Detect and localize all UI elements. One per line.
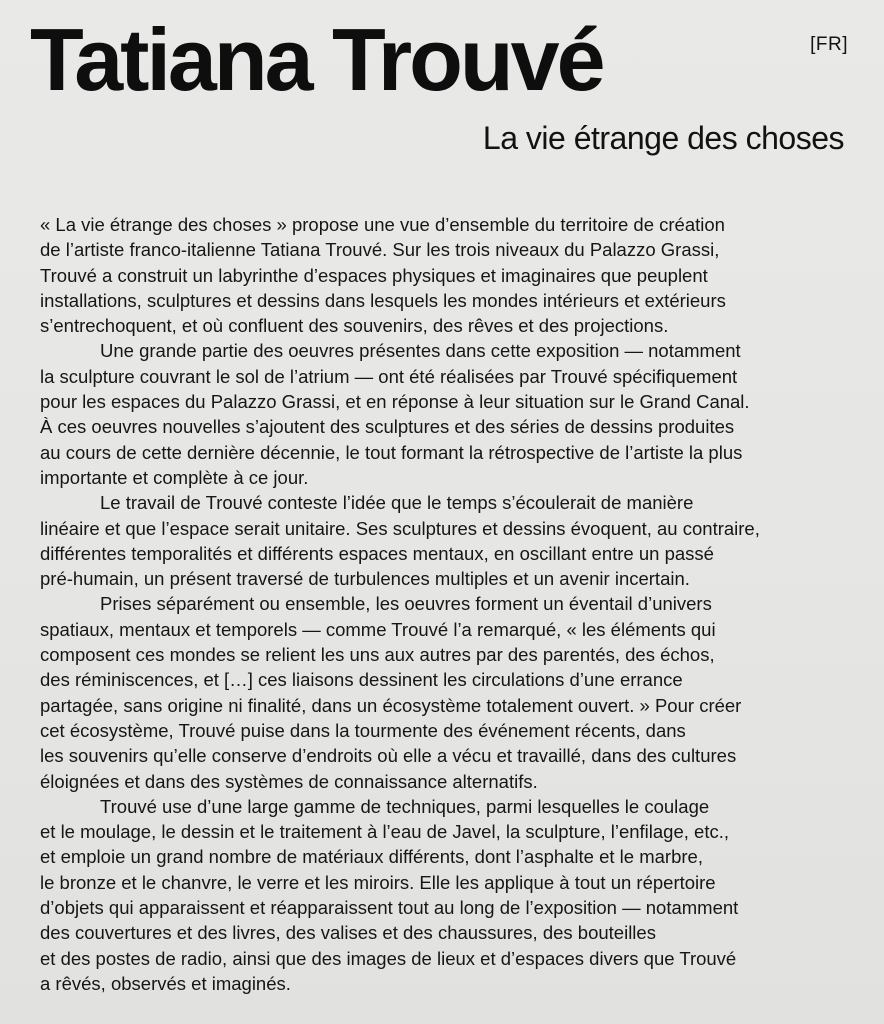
text-line: différentes temporalités et différents espaces mentaux, en oscillant entre un passé — [40, 542, 714, 564]
text-line: partagée, sans origine ni finalité, dans un écosystème totalement ouvert. » Pour créer — [40, 694, 742, 716]
text-line: Trouvé use d’une large gamme de techniques, parmi lesquelles le coulage — [100, 795, 710, 817]
text-line: installations, sculptures et dessins dans lesquels les mondes intérieurs et extérieurs — [40, 289, 726, 311]
text-line: la sculpture couvrant le sol de l’atrium — ont été réalisées par Trouvé spécifiquement — [40, 365, 738, 387]
paragraph-3 — [40, 490, 830, 591]
text-line: « La vie étrange des choses » propose une vue d’ensemble du territoire de création — [40, 214, 725, 235]
text-line: À ces oeuvres nouvelles s’ajoutent des sculptures et des séries de dessins produites — [40, 416, 735, 438]
text-line: et le moulage, le dessin et le traitement à l’eau de Javel, la sculpture, l’enfilage, etc., — [40, 821, 729, 843]
paragraph-1 — [40, 212, 830, 338]
text-line: a rêvés, observés et imaginés. — [40, 972, 291, 994]
text-line: linéaire et que l’espace serait unitaire. Ses sculptures et dessins évoquent, au contraire, — [40, 517, 760, 539]
paragraph-2 — [40, 338, 830, 490]
text-line: composent ces mondes se relient les uns aux autres par des parentés, des échos, — [40, 644, 715, 666]
exhibition-subtitle: La vie étrange des choses — [482, 120, 844, 156]
text-line: le bronze et le chanvre, le verre et les miroirs. Elle les applique à tout un répertoire — [40, 871, 716, 893]
text-line: s’entrechoquent, et où confluent des souvenirs, des rêves et des projections. — [40, 315, 669, 337]
text-line: pré-humain, un présent traversé de turbulences multiples et un avenir incertain. — [40, 568, 690, 590]
text-line: au cours de cette dernière décennie, le tout formant la rétrospective de l’artiste la plus — [40, 441, 743, 463]
text-line: de l’artiste franco-italienne Tatiana Trouvé. Sur les trois niveaux du Palazzo Grassi, — [40, 239, 720, 261]
text-line: et emploie un grand nombre de matériaux différents, dont l’asphalte et le marbre, — [40, 846, 703, 868]
text-line: Le travail de Trouvé conteste l’idée que le temps s’écoulerait de manière — [100, 492, 694, 514]
text-line: importante et complète à ce jour. — [40, 466, 309, 488]
text-line: éloignées et dans des systèmes de connaissance alternatifs. — [40, 770, 538, 792]
text-line: spatiaux, mentaux et temporels — comme Trouvé l’a remarqué, « les éléments qui — [40, 618, 716, 640]
paragraph-5 — [40, 794, 830, 996]
page-title: Tatiana Trouvé — [30, 10, 603, 109]
paragraph-4 — [40, 591, 830, 793]
text-line: des réminiscences, et […] ces liaisons dessinent les circulations d’une errance — [40, 669, 683, 691]
text-line: cet écosystème, Trouvé puise dans la tourmente des événement récents, dans — [40, 719, 686, 741]
text-line: et des postes de radio, ainsi que des images de lieux et d’espaces divers que Trouvé — [40, 947, 737, 969]
text-line: pour les espaces du Palazzo Grassi, et en réponse à leur situation sur le Grand Canal. — [40, 391, 750, 413]
body-text — [40, 212, 830, 996]
text-line: les souvenirs qu’elle conserve d’endroits où elle a vécu et travaillé, dans des cultures — [40, 745, 737, 767]
text-line: Une grande partie des oeuvres présentes dans cette exposition — notamment — [100, 340, 741, 362]
text-line: Prises séparément ou ensemble, les oeuvres forment un éventail d’univers — [100, 593, 712, 615]
text-line: d’objets qui apparaissent et réapparaissent tout au long de l’exposition — notamment — [40, 897, 739, 919]
text-line: des couvertures et des livres, des valises et des chaussures, des bouteilles — [40, 922, 656, 944]
language-tag: [FR] — [810, 34, 848, 55]
text-line: Trouvé a construit un labyrinthe d’espaces physiques et imaginaires que peuplent — [40, 264, 708, 286]
